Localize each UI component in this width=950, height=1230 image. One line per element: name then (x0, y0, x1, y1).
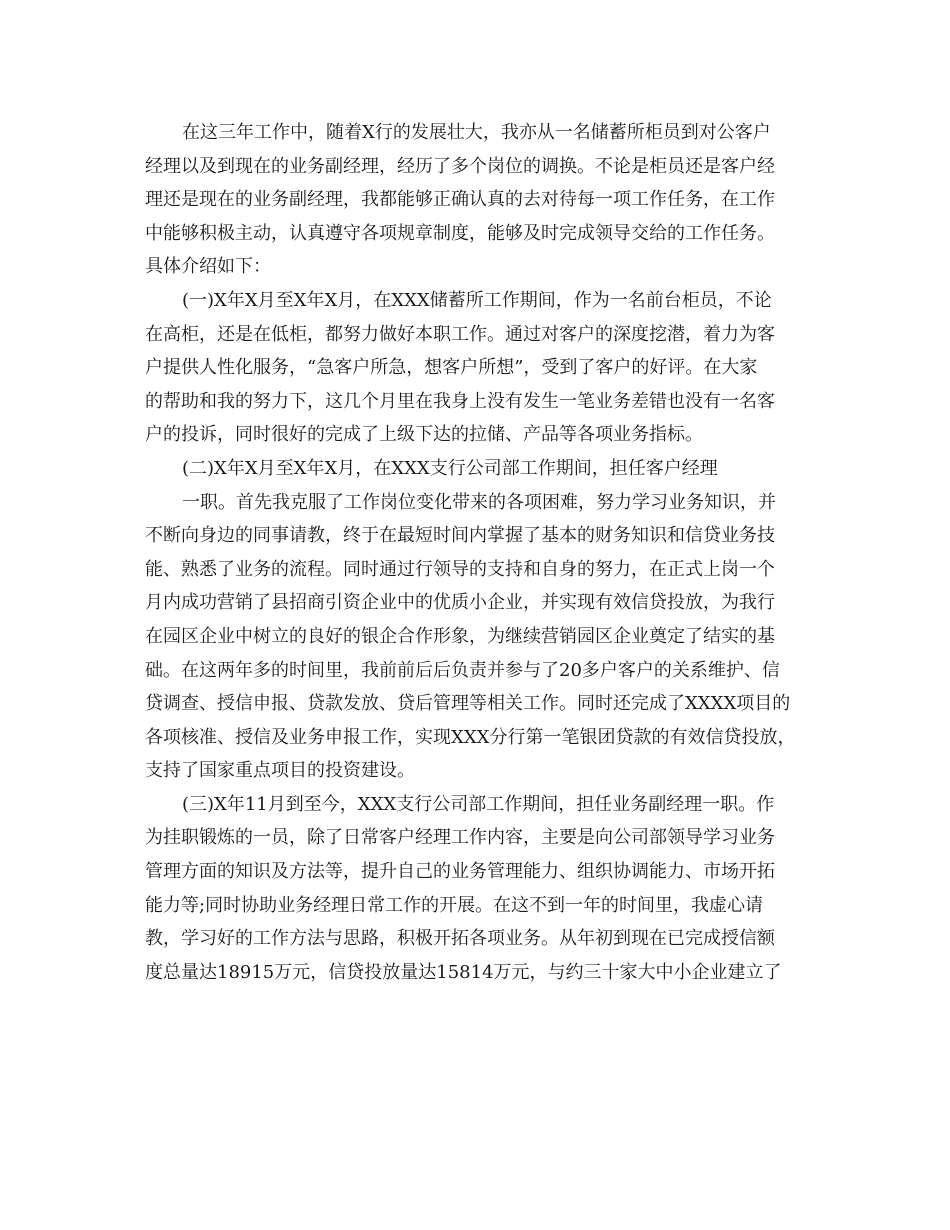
text-line: 各项核准、授信及业务申报工作，实现XXX分行第一笔银团贷款的有效信贷投放， (145, 726, 796, 748)
text-line: 础。在这两年多的时间里，我前前后后负责并参与了20多户客户的关系维护、信 (145, 659, 780, 681)
text-line: 经理以及到现在的业务副经理，经历了多个岗位的调换。不论是柜员还是客户经 (145, 155, 775, 177)
text-line: 在这三年工作中，随着X行的发展壮大，我亦从一名储蓄所柜员到对公客户 (182, 122, 771, 143)
text-line: 支持了国家重点项目的投资建设。 (145, 760, 415, 782)
text-line: (三)X年11月到至今，XXX支行公司部工作期间，担任业务副经理一职。作 (182, 793, 775, 815)
text-line: 度总量达18915万元，信贷投放量达15814万元，与约三十家大中小企业建立了 (145, 961, 782, 983)
text-line: 贷调查、授信申报、贷款发放、贷后管理等相关工作。同时还完成了XXXX项目的 (145, 693, 791, 715)
text-line: 户提供人性化服务，“急客户所急，想客户所想”，受到了客户的好评。在大家 (145, 357, 758, 379)
text-line: 能力等;同时协助业务经理日常工作的开展。在这不到一年的时间里，我虚心请 (145, 894, 764, 916)
document-body (145, 116, 815, 989)
paragraph-section-3 (145, 788, 815, 990)
text-line: 月内成功营销了县招商引资企业中的优质小企业，并实现有效信贷投放，为我行 (145, 592, 775, 614)
text-line: 管理方面的知识及方法等，提升自己的业务管理能力、组织协调能力、市场开拓 (145, 861, 775, 883)
text-line: 理还是现在的业务副经理，我都能够正确认真的去对待每一项工作任务，在工作 (145, 189, 775, 211)
text-line: (一)X年X月至X年X月，在XXX储蓄所工作期间，作为一名前台柜员，不论 (182, 289, 772, 311)
text-line: 在高柜，还是在低柜，都努力做好本职工作。通过对客户的深度挖潜，着力为客 (145, 323, 775, 345)
text-line: 中能够积极主动，认真遵守各项规章制度，能够及时完成领导交给的工作任务。 (145, 222, 775, 244)
text-line: 一职。首先我克服了工作岗位变化带来的各项困难，努力学习业务知识，并 (182, 491, 776, 513)
text-line: 户的投诉，同时很好的完成了上级下达的拉储、产品等各项业务指标。 (145, 424, 703, 446)
text-line: 具体介绍如下： (145, 256, 271, 278)
text-line: 不断向身边的同事请教，终于在最短时间内掌握了基本的财务知识和信贷业务技 (145, 525, 775, 547)
paragraph-section-2 (145, 486, 815, 788)
text-line: (二)X年X月至X年X月，在XXX支行公司部工作期间，担任客户经理 (182, 457, 718, 479)
text-line: 教，学习好的工作方法与思路，积极开拓各项业务。从年初到现在已完成授信额 (145, 928, 775, 950)
text-line: 能、熟悉了业务的流程。同时通过行领导的支持和自身的努力，在正式上岗一个 (145, 558, 775, 580)
text-line: 的帮助和我的努力下，这几个月里在我身上没有发生一笔业务差错也没有一名客 (145, 390, 775, 412)
paragraph-section-2-heading (145, 452, 815, 486)
paragraph-section-1 (145, 284, 815, 452)
text-line: 为挂职锻炼的一员，除了日常客户经理工作内容，主要是向公司部领导学习业务 (145, 827, 775, 849)
paragraph-intro (145, 116, 815, 284)
text-line: 在园区企业中树立的良好的银企合作形象，为继续营销园区企业奠定了结实的基 (145, 625, 775, 647)
